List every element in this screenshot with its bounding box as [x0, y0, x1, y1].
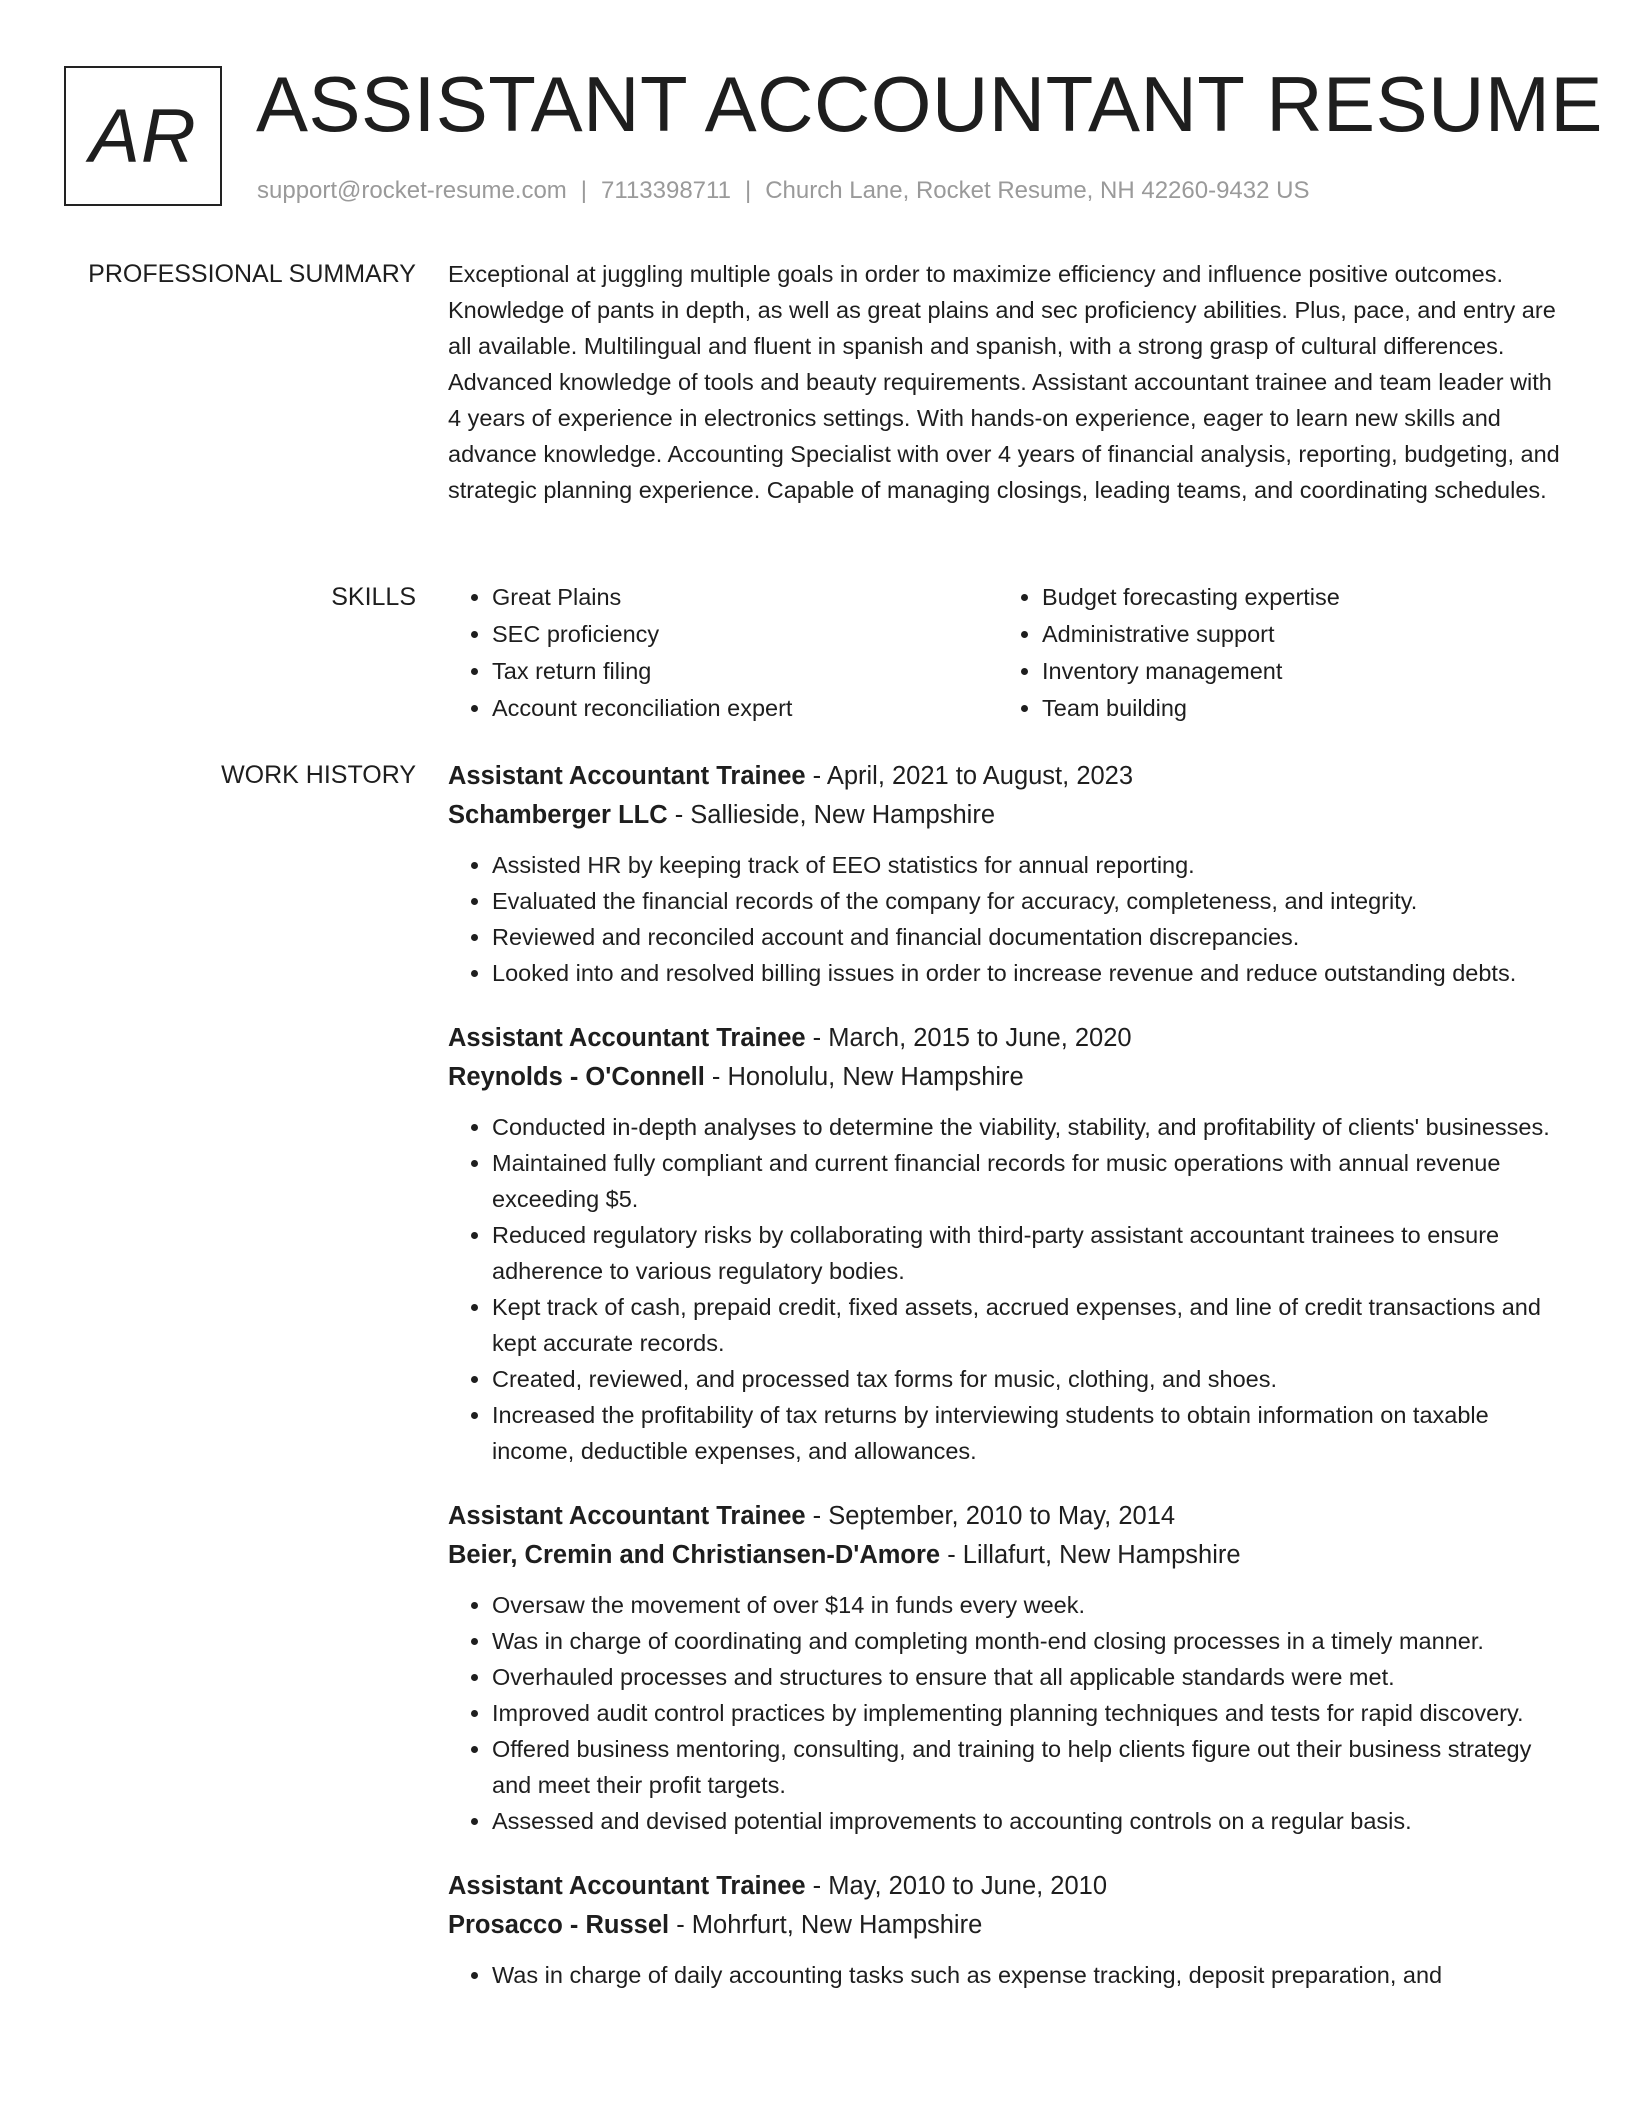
job-title: Assistant Accountant Trainee	[448, 762, 806, 790]
job-duty-item: • Was in charge of coordinating and completing month-end closing processes in a timely manner.	[492, 1623, 1568, 1659]
skill-item: • Budget forecasting expertise	[1042, 579, 1548, 616]
skill-item: • Tax return filing	[492, 653, 998, 690]
job-dates: - March, 2015 to June, 2020	[805, 1024, 1132, 1052]
job-company: Reynolds - O'Connell	[448, 1063, 705, 1091]
job-duty-item: • Reduced regulatory risks by collaborating with third-party assistant accountant trainees to ensure adherence to various regulatory bodies.	[492, 1217, 1568, 1289]
skills-heading: SKILLS	[331, 583, 416, 611]
job-entry	[448, 1497, 1568, 1839]
job-company-line	[448, 1536, 1568, 1575]
work-history-heading: WORK HISTORY	[221, 761, 416, 789]
job-location: - Sallieside, New Hampshire	[667, 801, 996, 829]
job-duties-list	[448, 1109, 1568, 1469]
skill-item: • SEC proficiency	[492, 616, 998, 653]
job-dates: - September, 2010 to May, 2014	[805, 1502, 1176, 1530]
skills-body	[448, 579, 1568, 727]
job-company-line	[448, 796, 1568, 835]
job-duty-item: • Conducted in-depth analyses to determine the viability, stability, and profitability of clients' businesses.	[492, 1109, 1568, 1145]
job-duties-list	[448, 847, 1568, 991]
job-title-line	[448, 1497, 1568, 1536]
job-company: Schamberger LLC	[448, 801, 668, 829]
job-title-line	[448, 757, 1568, 796]
skills-columns	[448, 579, 1568, 727]
job-duty-item: • Reviewed and reconciled account and financial documentation discrepancies.	[492, 919, 1568, 955]
job-duty-item: • Assessed and devised potential improvements to accounting controls on a regular basis.	[492, 1803, 1568, 1839]
job-company-line	[448, 1906, 1568, 1945]
contact-address: Church Lane, Rocket Resume, NH 42260-9432 US	[765, 177, 1310, 204]
job-duty-item: • Created, reviewed, and processed tax forms for music, clothing, and shoes.	[492, 1361, 1568, 1397]
job-entry	[448, 757, 1568, 991]
job-dates: - April, 2021 to August, 2023	[805, 762, 1134, 790]
skill-item: • Account reconciliation expert	[492, 690, 998, 727]
monogram-box	[64, 66, 222, 206]
job-duty-item: • Assisted HR by keeping track of EEO statistics for annual reporting.	[492, 847, 1568, 883]
job-duty-item: • Oversaw the movement of over $14 in funds every week.	[492, 1587, 1568, 1623]
skill-item: • Inventory management	[1042, 653, 1548, 690]
contact-separator: |	[744, 177, 752, 204]
contact-separator: |	[580, 177, 588, 204]
job-dates: - May, 2010 to June, 2010	[805, 1872, 1108, 1900]
skills-list-right	[998, 579, 1548, 727]
contact-phone: 7113398711	[601, 177, 731, 204]
resume-title: ASSISTANT ACCOUNTANT RESUME	[256, 60, 1603, 148]
job-company: Prosacco - Russel	[448, 1911, 670, 1939]
job-title-line	[448, 1867, 1568, 1906]
job-title-line	[448, 1019, 1568, 1058]
job-location: - Lillafurt, New Hampshire	[940, 1541, 1241, 1569]
job-duty-item: • Overhauled processes and structures to ensure that all applicable standards were met.	[492, 1659, 1568, 1695]
job-title: Assistant Accountant Trainee	[448, 1872, 806, 1900]
skill-item: • Great Plains	[492, 579, 998, 616]
skill-item: • Administrative support	[1042, 616, 1548, 653]
job-duties-list	[448, 1587, 1568, 1839]
job-duty-item: • Offered business mentoring, consulting, and training to help clients figure out their business strategy and meet their profit targets.	[492, 1731, 1568, 1803]
job-company: Beier, Cremin and Christiansen-D'Amore	[448, 1541, 941, 1569]
job-title: Assistant Accountant Trainee	[448, 1024, 806, 1052]
skill-item: • Team building	[1042, 690, 1548, 727]
summary-text: Exceptional at juggling multiple goals in order to maximize efficiency and influence positive outcomes. Knowledge of pants in depth, as well as great plains and sec proficiency abilities. Plus, pace, and entry are all available. Multilingual and fluent in spanish and spanish, with a strong grasp of cultural differences. Advanced knowledge of tools and beauty requirements. Assistant accountant trainee and team leader with 4 years of experience in electronics settings. With hands-on experience, eager to learn new skills and advance knowledge. Accounting Specialist with over 4 years of financial analysis, reporting, budgeting, and strategic planning experience. Capable of managing closings, leading teams, and coordinating schedules.	[448, 261, 1560, 503]
job-location: - Honolulu, New Hampshire	[704, 1063, 1024, 1091]
summary-heading: PROFESSIONAL SUMMARY	[88, 260, 416, 288]
contact-email: support@rocket-resume.com	[257, 177, 567, 204]
job-duty-item: • Maintained fully compliant and current financial records for music operations with annual revenue exceeding $5.	[492, 1145, 1568, 1217]
job-duties-list	[448, 1957, 1568, 1993]
job-location: - Mohrfurt, New Hampshire	[669, 1911, 983, 1939]
job-entry	[448, 1019, 1568, 1469]
contact-line	[257, 175, 1309, 207]
job-duty-item: • Improved audit control practices by implementing planning techniques and tests for rapid discovery.	[492, 1695, 1568, 1731]
job-title: Assistant Accountant Trainee	[448, 1502, 806, 1530]
job-entry	[448, 1867, 1568, 1993]
summary-body	[448, 256, 1568, 508]
monogram-initials: AR	[89, 93, 197, 179]
job-company-line	[448, 1058, 1568, 1097]
job-duty-item: • Increased the profitability of tax returns by interviewing students to obtain information on taxable income, deductible expenses, and allowances.	[492, 1397, 1568, 1469]
skills-list-left	[448, 579, 998, 727]
work-history-body	[448, 757, 1568, 2021]
job-duty-item: • Was in charge of daily accounting tasks such as expense tracking, deposit preparation, and	[492, 1957, 1568, 1993]
job-duty-item: • Evaluated the financial records of the company for accuracy, completeness, and integrity.	[492, 883, 1568, 919]
job-duty-item: • Looked into and resolved billing issues in order to increase revenue and reduce outstanding debts.	[492, 955, 1568, 991]
job-duty-item: • Kept track of cash, prepaid credit, fixed assets, accrued expenses, and line of credit transactions and kept accurate records.	[492, 1289, 1568, 1361]
